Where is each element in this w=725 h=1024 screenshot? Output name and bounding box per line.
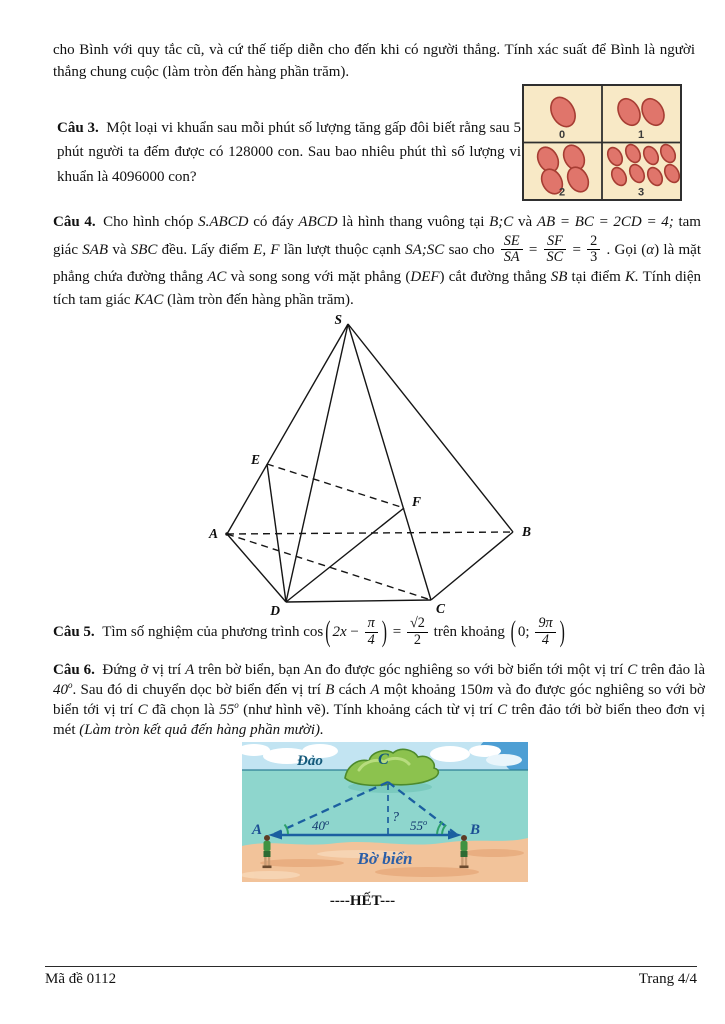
island-point-label: C [378,751,389,768]
footer [45,971,697,988]
fraction-numerator: π [365,616,378,633]
math-fraction [407,616,428,649]
pyramid-label-c: C [436,601,446,616]
pyramid-label-b: B [522,524,532,539]
pyramid-label-f: F [412,494,422,509]
math-run: SA;SC [405,241,445,258]
math-run: α [646,241,655,258]
math-fraction [535,616,555,649]
math-run: S.ABCD [198,214,249,230]
beach-figure [242,742,528,882]
exam-code: Mã đề 0112 [45,971,117,987]
pyramid-label-e: E [250,452,260,467]
fraction-denominator: 4 [541,631,550,648]
bacteria-cell-label: 3 [637,186,645,199]
pyramid-label-s: S [334,314,342,327]
math-run: E, F [253,241,280,258]
point-a-label: A [252,822,263,838]
bacteria-growth-figure [522,84,682,201]
pyramid-solid-edges [227,324,513,602]
math-run: A [185,662,195,678]
math-run: C [627,662,638,678]
question-4-text: Câu 4. Cho hình chóp S.ABCD có đáy ABCD là hình thang vuông tại B;C và AB = BC = 2CD = 4; tam giác SAB và SBC đều. Lấy điểm E, F lần lượt thuộc cạnh SA;SC sao cho $\frac{SE}{SA}$ = $\frac{SF}{SC}$ = $\frac{2}{3}$ . Gọi (α) là mặt phẳng chứa đường thẳng AC và song song với mặt phẳng (DEF) cắt đường thẳng SB tại điểm K. Tính diện tích tam giác KAC (làm tròn đến hàng phần trăm). [53,214,701,308]
math-run: ABCD [298,214,338,230]
unknown-distance-label: ? [392,810,399,825]
fraction-numerator: √2 [407,616,428,633]
fraction-denominator: 4 [367,631,375,648]
question-label: Câu 6. [53,662,95,678]
question-3-text: Câu 3. Một loại vi khuẩn sau mỗi phút số lượng tăng gấp đôi biết rằng sau 5 phút người ta đếm được có 128000 con. Sau bao nhiêu phút thì số lượng vi khuẩn là 4096000 con? [57,120,521,185]
math-fraction [501,234,523,267]
math-run: C [137,701,148,718]
math-run: 40 [53,681,68,698]
big-paren-right: ) [559,615,565,649]
question-label: Câu 4. [53,214,96,230]
math-run: 2x [332,623,347,640]
page-number: Trang 4/4 [638,971,697,987]
bacteria-cell-label: 1 [637,129,645,141]
math-fraction [544,234,567,267]
fraction-numerator: SE [501,234,523,251]
math-fraction [587,234,600,267]
math-run: SBC [130,241,158,258]
big-paren-right: ) [381,615,387,649]
math-run: K. [624,269,639,286]
math-fraction [365,616,378,649]
question-5-text: Câu 5. Tìm số nghiệm của phương trình cos ( 2x − $\frac{\pi}{4}$ ) = $\frac{√2}{2}$ trên khoảng ( 0; $\frac{9\pi}{4}$ ) [53,616,713,649]
fraction-denominator: SA [503,249,520,266]
intro-paragraph: cho Bình với quy tắc cũ, và cứ thế tiếp diễn cho đến khi có người thắng. Tính xác suất để Bình là người thắng chung cuộc (làm tròn đến hàng phần trăm). [53,42,695,80]
pyramid-label-d: D [270,603,280,616]
fraction-denominator: 2 [413,631,421,648]
superscript: o [68,679,73,690]
math-run: m [482,681,494,698]
math-run: SAB [82,241,109,258]
math-run: C [497,701,508,718]
angle-a-label: 40$^o$ [312,817,330,833]
math-run: AC [207,269,227,286]
footer-rule [45,966,697,967]
math-run: A [370,681,380,698]
fraction-denominator: 3 [590,249,598,266]
big-paren-left: ( [510,615,516,649]
question-6-text: Câu 6. Đứng ở vị trí A trên bờ biển, bạn An đo được góc nghiêng so với bờ biển tới một vị trí C trên đảo là 40$^o$. Sau đó di chuyển dọc bờ biển đến vị trí B cách A một khoảng 150m và đo được góc nghiêng so với bờ biển tới vị trí C đã chọn là 55$^o$ (như hình vẽ). Tính khoảng cách từ vị trí C trên đảo tới bờ biển theo đơn vị mét (Làm tròn kết quả đến hàng phần mười). [53,662,706,738]
pyramid-label-a: A [208,526,218,541]
bacteria-cell-label: 0 [558,129,566,141]
fraction-numerator: 9π [535,616,555,633]
math-run: KAC [134,291,164,308]
pyramid-figure [168,314,568,616]
fraction-numerator: 2 [587,234,600,251]
fraction-numerator: SF [544,234,567,251]
end-of-exam-mark: ----HẾT--- [329,893,396,909]
superscript: o [234,699,239,710]
question-label: Câu 5. [53,623,95,640]
math-run: DEF [410,269,440,286]
math-run: AB = BC = 2CD = 4; [536,214,674,230]
point-b-label: B [470,822,481,838]
fraction-denominator: SC [546,249,564,266]
italic-run: (Làm tròn kết quả đến hàng phần mười). [79,721,324,738]
math-run: 55 [219,701,235,718]
math-run: B [325,681,335,698]
question-label: Câu 3. [57,120,99,136]
bacteria-cell-label: 2 [558,186,566,199]
island-label: Đảo [297,753,323,769]
angle-b-label: 55$^o$ [410,817,428,833]
vertex-dot-a [225,532,229,536]
big-paren-left: ( [325,615,331,649]
shore-label: Bờ biển [357,849,413,868]
math-run: B;C [489,214,514,230]
math-run: SB [550,269,568,286]
